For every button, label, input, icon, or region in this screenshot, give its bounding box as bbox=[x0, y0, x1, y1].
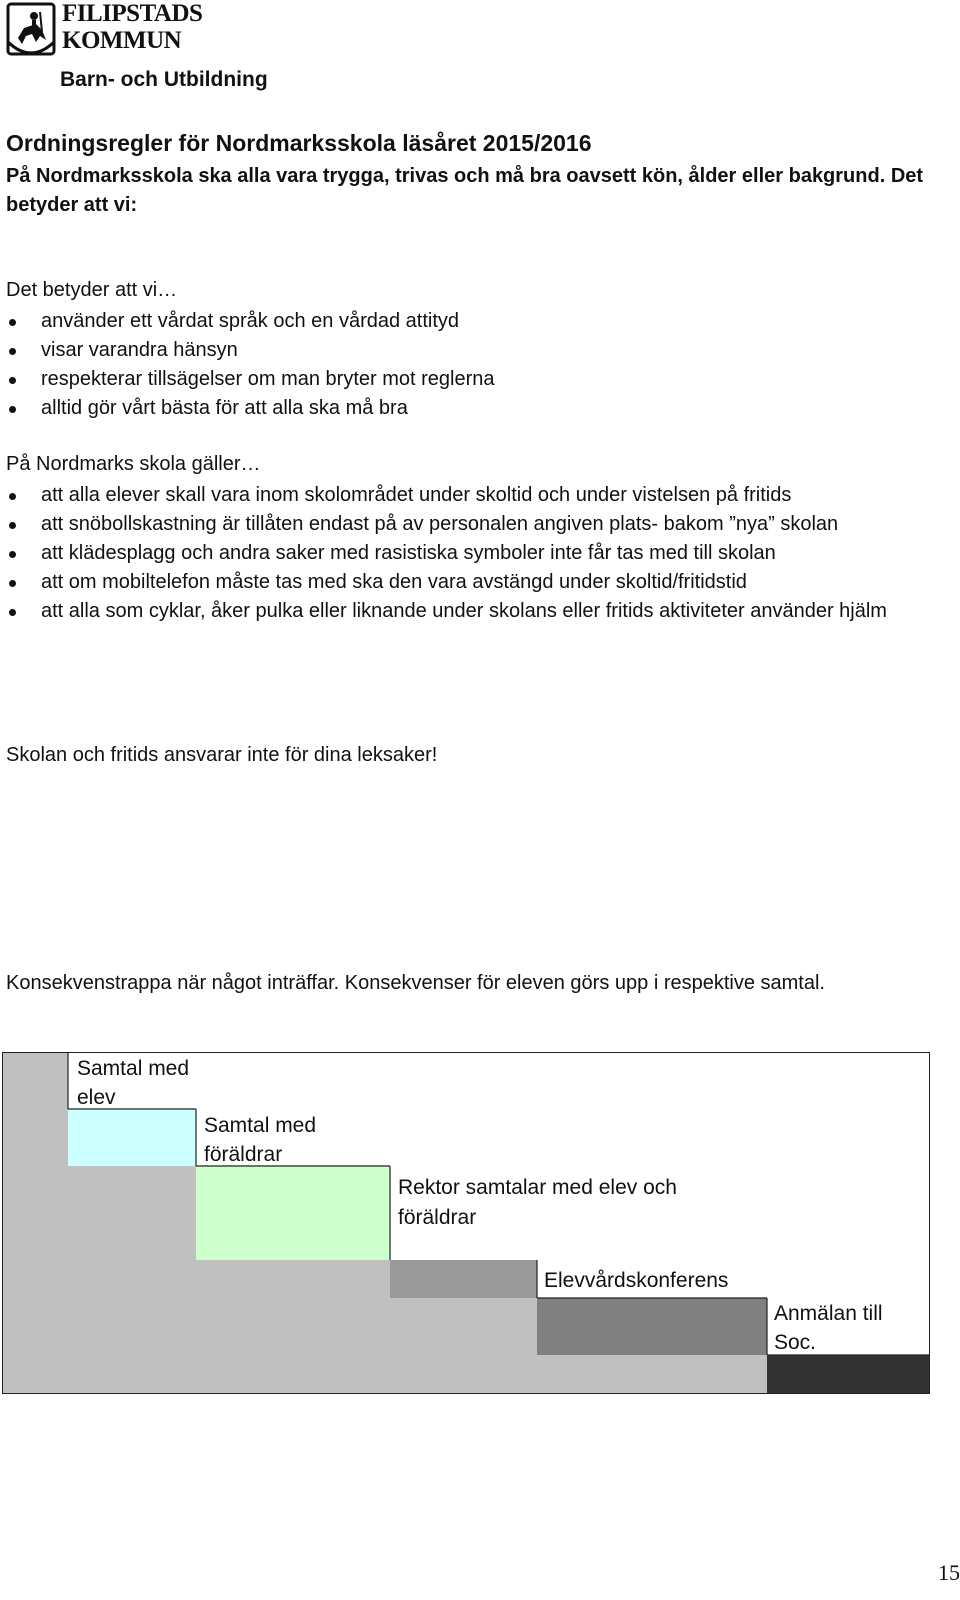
list-item-text: att snöbollskastning är tillåten endast på av personalen angiven plats- bakom ”nya” skolan bbox=[41, 513, 839, 535]
base-column-2 bbox=[68, 1166, 196, 1393]
list-item-text: respekterar tillsägelser om man bryter mot reglerna bbox=[41, 368, 495, 390]
step-block-3 bbox=[390, 1260, 537, 1298]
step-label-4: Elevvårdskonferens bbox=[544, 1269, 729, 1292]
list-item bbox=[0, 394, 950, 423]
step-block-5 bbox=[767, 1355, 929, 1393]
base-column-1 bbox=[3, 1053, 68, 1393]
step-label-2: Samtal med föräldrar bbox=[204, 1114, 317, 1166]
list-item-text: använder ett vårdat språk och en vårdad attityd bbox=[41, 310, 460, 332]
section2-heading: På Nordmarks skola gäller… bbox=[6, 453, 261, 475]
intro-text: På Nordmarksskola ska alla vara trygga, trivas och må bra oavsett kön, ålder eller bakgrund. Det betyder att vi: bbox=[6, 165, 924, 216]
base-column-5 bbox=[537, 1355, 767, 1393]
document-title: Ordningsregler för Nordmarksskola läsåret 2015/2016 bbox=[6, 130, 592, 156]
list-item bbox=[0, 597, 950, 626]
consequence-staircase bbox=[2, 1052, 950, 1394]
list-item-text: alltid gör vårt bästa för att alla ska må bra bbox=[41, 397, 408, 419]
step-block-2 bbox=[196, 1166, 390, 1260]
section1-list bbox=[0, 307, 950, 423]
municipality-wordmark bbox=[62, 0, 202, 54]
list-item bbox=[0, 365, 950, 394]
base-column-3 bbox=[196, 1260, 390, 1393]
step-block-4 bbox=[537, 1298, 767, 1355]
list-item bbox=[0, 481, 950, 510]
list-item bbox=[0, 307, 950, 336]
logo-line2: KOMMUN bbox=[62, 27, 182, 54]
section2-list bbox=[0, 481, 950, 626]
list-item bbox=[0, 539, 950, 568]
list-item bbox=[0, 336, 950, 365]
toys-note: Skolan och fritids ansvarar inte för dina leksaker! bbox=[6, 744, 438, 766]
bullet-icon bbox=[9, 319, 16, 326]
municipality-shield-logo bbox=[6, 2, 56, 62]
base-column-4 bbox=[390, 1298, 537, 1393]
list-item-text: att om mobiltelefon måste tas med ska den vara avstängd under skoltid/fritidstid bbox=[41, 571, 747, 593]
department-name: Barn- och Utbildning bbox=[60, 68, 268, 91]
page-number: 15 bbox=[938, 1560, 960, 1585]
staircase-intro: Konsekvenstrappa när något inträffar. Konsekvenser för eleven görs upp i respektive samtal. bbox=[6, 972, 825, 994]
list-item bbox=[0, 510, 950, 539]
step-block-1 bbox=[68, 1109, 196, 1166]
list-item-text: att alla som cyklar, åker pulka eller liknande under skolans eller fritids aktiviteter använder hjälm bbox=[41, 600, 887, 622]
list-item-text: att alla elever skall vara inom skolområdet under skoltid och under vistelsen på fritids bbox=[41, 484, 792, 506]
bullet-icon bbox=[9, 580, 16, 587]
bullet-icon bbox=[9, 348, 16, 355]
logo-line1: FILIPSTADS bbox=[62, 0, 203, 27]
list-item-text: att klädesplagg och andra saker med rasistiska symboler inte får tas med till skolan bbox=[41, 542, 776, 564]
step-label-3 bbox=[398, 1173, 698, 1233]
step-label-3-text: Rektor samtalar med elev och föräldrar bbox=[398, 1176, 677, 1229]
list-item bbox=[0, 568, 950, 597]
bullet-icon bbox=[9, 551, 16, 558]
bullet-icon bbox=[9, 377, 16, 384]
bullet-icon bbox=[9, 609, 16, 616]
bullet-icon bbox=[9, 522, 16, 529]
list-item-text: visar varandra hänsyn bbox=[41, 339, 238, 361]
step-label-5: Anmälan till Soc. bbox=[774, 1302, 883, 1354]
bullet-icon bbox=[9, 406, 16, 413]
bullet-icon bbox=[9, 493, 16, 500]
section1-heading: Det betyder att vi… bbox=[6, 279, 178, 301]
step-label-1: Samtal med elev bbox=[77, 1057, 190, 1109]
